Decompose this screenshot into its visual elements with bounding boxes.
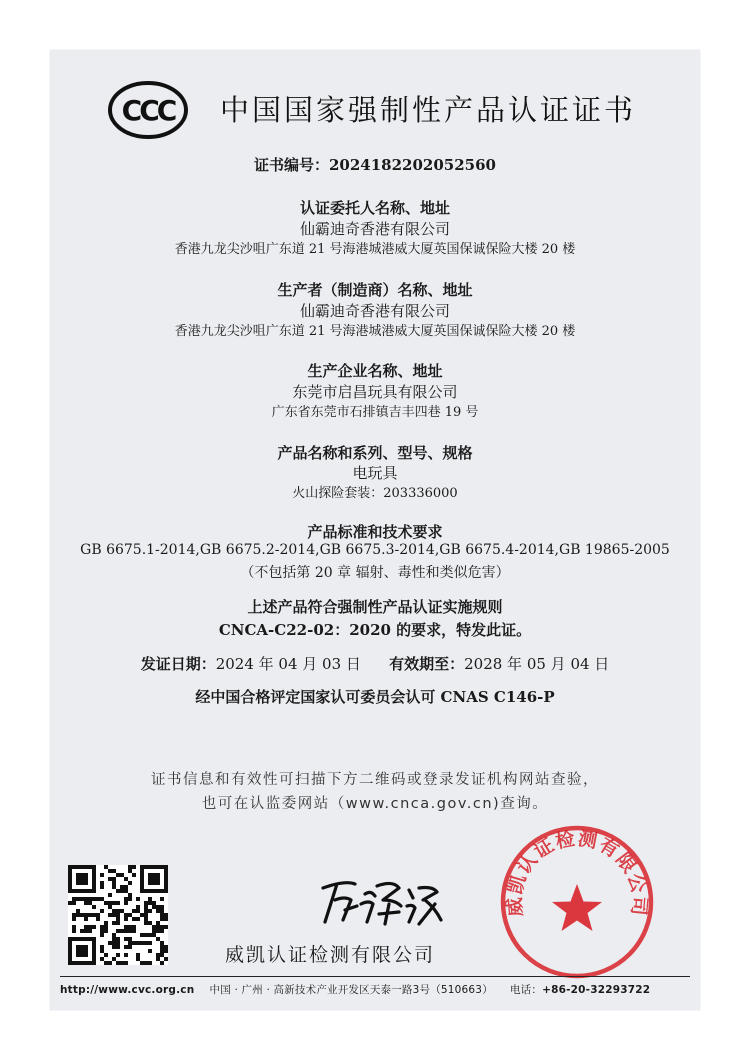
footer-phone: +86-20-32293722 [542,984,651,996]
footer-url[interactable]: http://www.cvc.org.cn [60,984,195,996]
qr-code[interactable] [68,865,168,965]
footer [60,982,690,997]
certificate-number-label: 证书编号： [253,156,329,174]
factory-label: 生产企业名称、地址 [307,362,443,380]
certificate-sheet [50,50,700,1010]
applicant-label: 认证委托人名称、地址 [299,199,450,217]
footer-divider [60,976,690,977]
standards-exclusion: （不包括第 20 章 辐射、毒性和类似危害） [240,565,510,581]
issue-date-label: 发证日期： [140,655,216,673]
expiry-date-label: 有效期至： [389,655,465,673]
seal-text: 威凯认证检测有限公司 [503,827,651,918]
verification-line-2: 也可在认监委网站（www.cnca.gov.cn)查询。 [201,796,549,812]
factory-name: 东莞市启昌玩具有限公司 [292,383,458,401]
certificate-number [50,154,700,175]
factory-address: 广东省东莞市石排镇吉丰四巷 19 号 [271,405,479,420]
validity-dates [50,653,700,674]
seal-star-icon [552,884,602,931]
accreditation-statement: 经中国合格评定国家认可委员会认可 CNAS C146-P [195,688,555,706]
certificate-number-value: 2024182202052560 [329,156,496,174]
conformity-line-1: 上述产品符合强制性产品认证实施规则 [247,598,503,616]
verification-line-1: 证书信息和有效性可扫描下方二维码或登录发证机构网站查验， [151,772,599,788]
product-model: 火山探险套装：203336000 [292,486,458,501]
issuer-name: 威凯认证检测有限公司 [225,944,436,966]
product-label: 产品名称和系列、型号、规格 [277,444,473,462]
standards-list: GB 6675.1-2014,GB 6675.2-2014,GB 6675.3-2014,GB 6675.4-2014,GB 19865-2005 [80,542,670,558]
manufacturer-address: 香港九龙尖沙咀广东道 21 号海港城港威大厦英国保诚保险大楼 20 楼 [174,324,576,339]
standards-label: 产品标准和技术要求 [307,523,443,541]
issue-date-value: 2024 年 04 月 03 日 [215,655,361,673]
certificate-title: 中国国家强制性产品认证证书 [220,93,637,127]
product-name: 电玩具 [352,464,398,482]
ccc-logo [108,80,188,140]
conformity-line-2: CNCA-C22-02：2020 的要求，特发此证。 [218,621,532,639]
manufacturer-label: 生产者（制造商）名称、地址 [277,281,473,299]
applicant-address: 香港九龙尖沙咀广东道 21 号海港城港威大厦英国保诚保险大楼 20 楼 [174,242,576,257]
ccc-logo-text: CCC [121,94,175,127]
official-seal [497,822,657,982]
signature [315,870,445,930]
footer-phone-label: 电话： [509,984,543,996]
manufacturer-name: 仙霸迪奇香港有限公司 [299,302,450,320]
expiry-date-value: 2028 年 05 月 04 日 [464,655,610,673]
applicant-name: 仙霸迪奇香港有限公司 [299,220,450,238]
footer-address: 中国 · 广州 · 高新技术产业开发区天泰一路3号（510663） [209,984,493,996]
